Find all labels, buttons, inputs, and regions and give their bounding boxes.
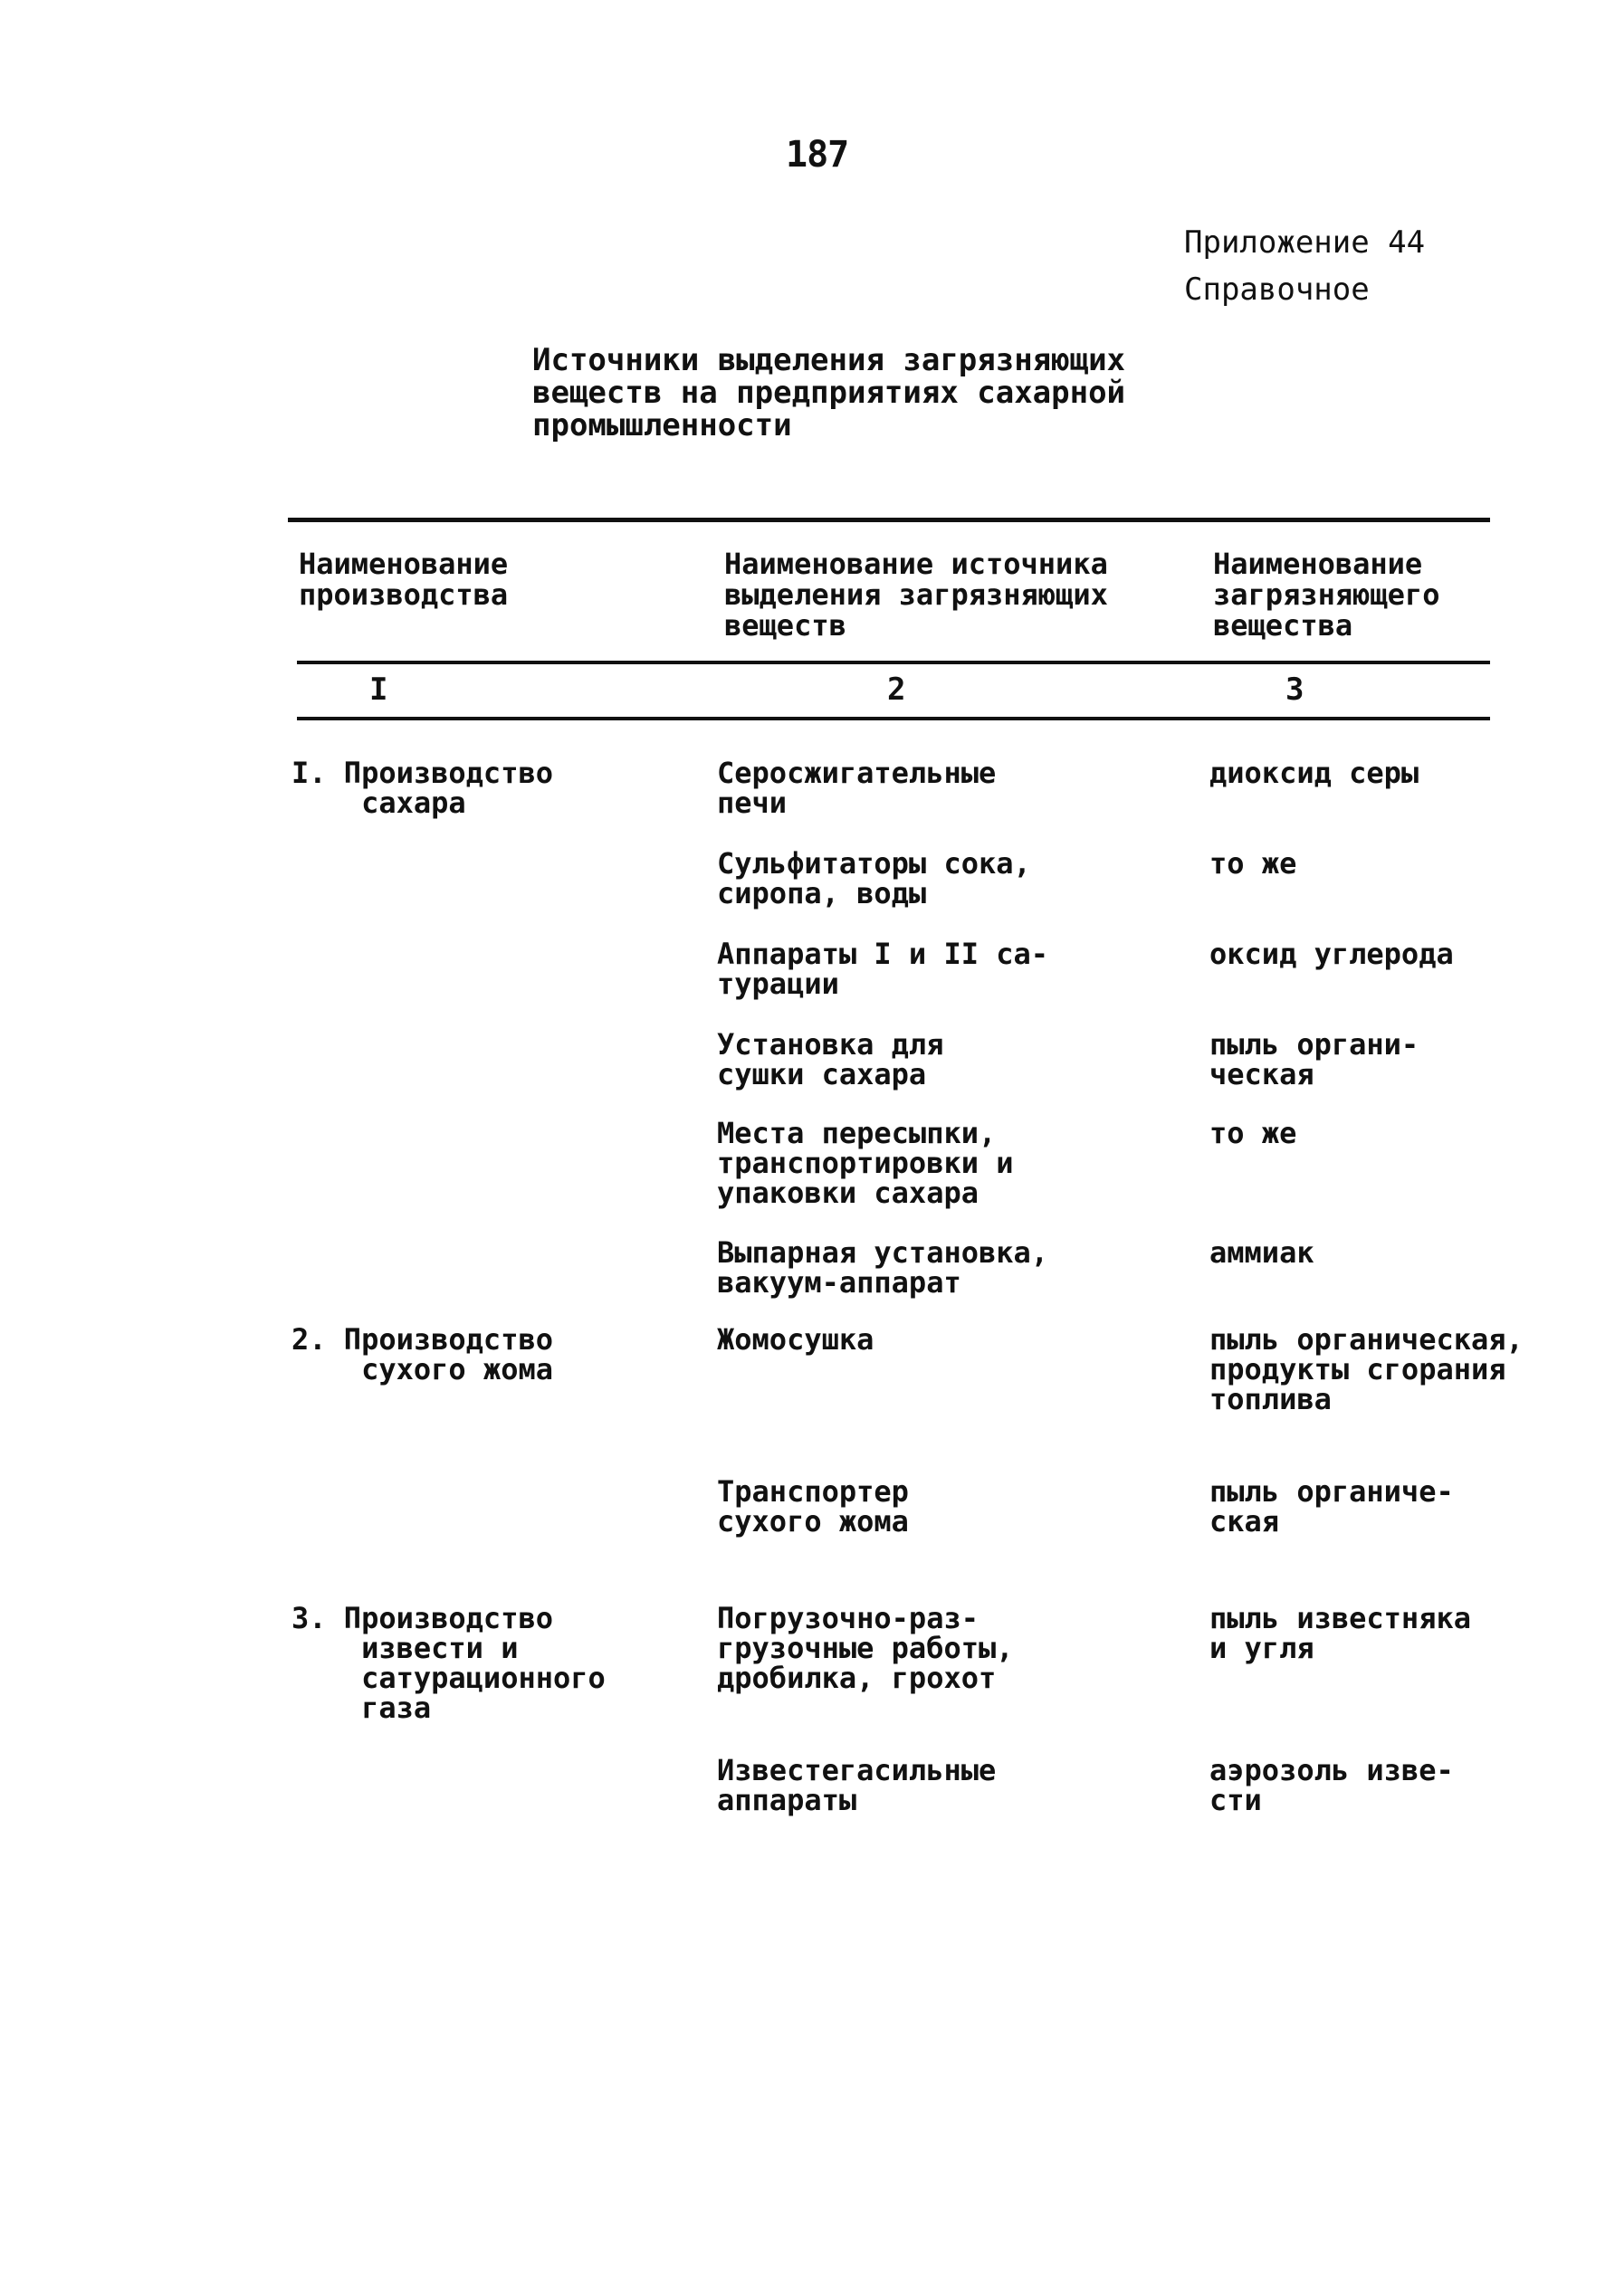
production-dry-pulp: 2. Производство сухого жома xyxy=(291,1322,553,1386)
source-cell: Выпарная установка, вакуум-аппарат xyxy=(717,1235,1049,1300)
column-number-3: 3 xyxy=(1285,672,1304,708)
substance-cell: оксид углерода xyxy=(1209,937,1454,971)
source-cell: Жомосушка xyxy=(717,1322,874,1357)
table-numbers-rule xyxy=(297,717,1490,720)
column-number-2: 2 xyxy=(887,672,906,708)
column-number-1: I xyxy=(369,672,388,708)
source-cell: Места пересыпки, транспортировки и упаковки сахара xyxy=(717,1116,1014,1210)
substance-cell: аммиак xyxy=(1209,1235,1314,1270)
source-cell: Серосжигательные печи xyxy=(717,756,997,820)
table-header-production: Наименование производства xyxy=(299,547,509,612)
substance-cell: пыль органическая, продукты сгорания топлива xyxy=(1209,1322,1524,1416)
substance-cell: то же xyxy=(1209,1116,1297,1150)
source-cell: Погрузочно-раз- грузочные работы, дробилка, грохот xyxy=(717,1601,1014,1695)
substance-cell: аэрозоль изве- сти xyxy=(1209,1753,1454,1817)
source-cell: Аппараты I и II са- турации xyxy=(717,937,1049,1001)
table-top-rule xyxy=(288,518,1490,522)
substance-cell: диоксид серы xyxy=(1209,756,1419,790)
substance-cell: пыль органи- ческая xyxy=(1209,1027,1419,1091)
source-cell: Сульфитаторы сока, сиропа, воды xyxy=(717,846,1031,910)
document-title: Источники выделения загрязняющих веществ на предприятиях сахарной промышленности xyxy=(532,342,1126,443)
table-header-source: Наименование источника выделения загрязняющих веществ xyxy=(724,547,1108,643)
table-header-rule xyxy=(297,661,1490,664)
appendix-label xyxy=(1184,219,1425,313)
substance-cell: то же xyxy=(1209,846,1297,881)
source-cell: Установка для сушки сахара xyxy=(717,1027,944,1091)
appendix-type: Справочное xyxy=(1184,272,1370,308)
production-lime-gas: 3. Производство извести и сатурационного газа xyxy=(291,1601,606,1725)
table-header-substance: Наименование загрязняющего вещества xyxy=(1213,547,1440,643)
substance-cell: пыль органиче- ская xyxy=(1209,1474,1454,1539)
appendix-number: Приложение 44 xyxy=(1184,224,1426,261)
source-cell: Известегасильные аппараты xyxy=(717,1753,997,1817)
source-cell: Транспортер сухого жома xyxy=(717,1474,909,1539)
production-sugar: I. Производство сахара xyxy=(291,756,553,820)
page-number: 187 xyxy=(786,134,849,176)
substance-cell: пыль известняка и угля xyxy=(1209,1601,1471,1665)
